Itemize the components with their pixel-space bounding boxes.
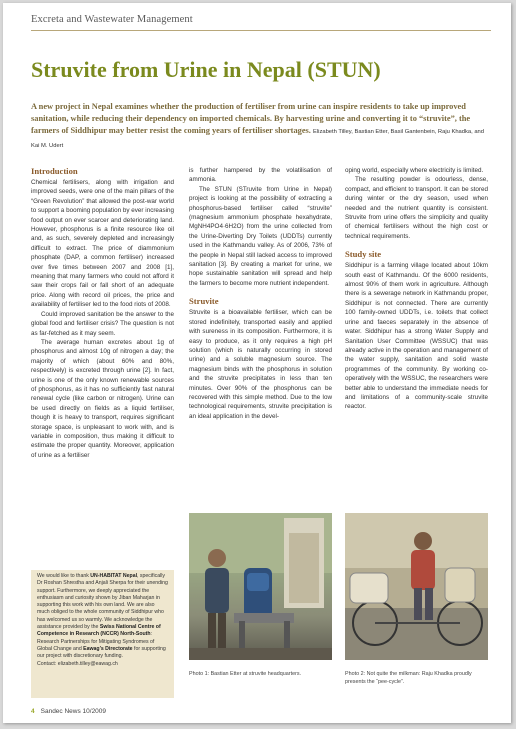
section-label: Excreta and Wastewater Management [31,14,193,25]
issue-label: Sandec News 10/2009 [40,708,107,715]
photo-struvite-headquarters [189,513,332,660]
photo-1-illustration [189,513,332,660]
header-rule [31,30,491,31]
heading-study-site: Study site [345,249,382,260]
intro-paragraph-1: Chemical fertilisers, along with irrigation and improved seeds, were one of the main pillars of the “Green Revolution” that allowed the post-war world to support a booming population by ever increasing food output on ever scarcer and deteriorating land. However, phosphorus is a finite resource like oil and, as such, severely depleted and increasingly difficult to extract. The price of diammonium phosphate (DAP, a common fertiliser) increased over five times between 2007 and 2008 [1], meaning that many farmers who could not afford it saw their crops fail or fall short of an adequate price. Along with record oil prices, the price and availability of fertiliser led to the food riots of 2008. [31,179,174,309]
col2-paragraph-1: is further hampered by the volatilisation of ammonia. [189,167,332,184]
article-title: Struvite from Urine in Nepal (STUN) [31,57,381,82]
page-footer [31,708,106,715]
ack-text: : Research Partnerships for Mitigating Syndromes of Global Change and [37,631,155,652]
ack-text: for supporting our project with discretionary funding. [37,645,166,660]
ack-org-eawag: Eawag’s Directorate [83,645,133,652]
contact-email[interactable]: Contact: elizabeth.tilley@eawag.ch [37,660,118,667]
photo-2-illustration [345,513,488,660]
page [3,3,511,723]
study-site-paragraph: Siddhipur is a farming village located about 10km south east of Kathmandu. Of the 6000 residents, almost 90% of them work in agriculture. Although there is a sewerage network in Kathmandu proper, Siddhipur is not connected. There are currently 100 family-owned UDDTs, i.e. toilets that collect urine and faeces separately in the absence of water. Siddhipur has a strong Water Supply and Sanitation User Committee (WSSUC) that was already active in the operation and management of the water supply, sanitation and solid waste programmes of the community. By working co-operatively with the WSSUC, the researchers were better able to understand the immediate needs for and limitations of a community-scale struvite reactor. [345,262,488,411]
struvite-paragraph: Struvite is a bioavailable fertiliser, which can be stored indefinitely, transported easily and applied with sureness in its composition. Furthermore, it is easy to produce, as it only requires a high pH solution (which is naturally occurring in stored urine) and a soluble magnesium source. The magnesium binds with the phosphorus in solution and the struvite precipitates in less than ten minutes. Over 90% of the phosphorus can be recovered with this simple method. Due to the low technological requirements, struvite precipitation is an ideal application in the devel- [189,309,332,420]
lead-text: A new project in Nepal examines whether the production of fertiliser from urine can inspire residents to take up improved sanitation, while reducing their dependency on imported chemicals. By harvesting urine and converting it to “struvite”, the farmers of Siddhipur may better resist the coming years of fertiliser shortages. [31,102,471,136]
acknowledgement-box [31,570,174,698]
lead-paragraph [31,101,491,152]
heading-introduction: Introduction [31,166,78,176]
ack-org-unhabitat: UN-HABITAT Nepal [90,573,138,579]
col3-paragraph-1: oping world, especially where electricity is limited. [345,167,484,174]
photo-1-caption: Photo 1: Bastian Etter at struvite headquarters. [189,671,302,677]
column-3 [345,166,488,412]
photo-pee-cycle [345,513,488,660]
intro-paragraph-3: The average human excretes about 1g of phosphorus and almost 10g of nitrogen a day; the majority of which (about 60% and 80%, respectively) is excreted through urine [2]. In fact, urine is one of the only known renewable sources of phosphorus, as it has no sufficiently fast natural renewal cycle (like carbon or nitrogen). Urine can be used directly on fields as a liquid fertiliser, though it is heavy to transport, requires significant storage space, is unpleasant to work with, and is variable in composition, thus making it difficult to estimate the proper quantity. Moreover, application of urine as a fertiliser [31,338,174,459]
column-2 [189,166,332,421]
heading-struvite: Struvite [189,296,219,307]
column-1 [31,166,174,460]
ack-text: , specifically Dr Roshan Shrestha and Anjali Sherpa for their unending support. Furthermore, we deeply appreciated the enthusiasm and curiosity shown by Jiban Maharjan in supporting this work with his own land. We are also much obliged to the whole community of Siddhipur who has welcomed us so warmly. We acknowledge the assistance provided by the [37,573,168,631]
intro-paragraph-2: Could improved sanitation be the answer to the global food and fertiliser crisis? The question is not as far-fetched as it may seem. [31,310,174,337]
photo-2-caption: Photo 2: Not quite the milkman: Raju Khadka proudly presents the “pee-cycle”. [345,671,472,685]
authors: Elizabeth Tilley, Bastian Etter, Basil Gantenbein, Raju Khadka, and Kai M. Udert [31,129,485,149]
col3-paragraph-2: The resulting powder is odourless, dense, compact, and efficient to transport. It can be stored during winter or the dry season, used when needed and the nutrient quantity is consistent. Struvite from urine offers the simplicity and quality of chemical fertilisers without the high cost or technical requirements. [345,176,488,240]
ack-text: We would like to thank [37,573,91,579]
col2-paragraph-2: The STUN (STruvite from Urine in Nepal) project is looking at the possibility of extracting a phosphorus-based fertiliser called “struvite” (magnesium ammonium phosphate hexahydrate, MgNH4PO4·6H2O) from the urine collected from the Urine-Diverting Dry Toilets (UDDTs) currently used in the Kathmandu valley. As of 2006, 73% of the people in Nepal still lacked access to improved sanitation [3]. By creating a market for urine, we hope sustainable sanitation will spread and help the farmers to become more nutrient independent. [189,185,332,287]
page-number: 4 [31,708,35,715]
ack-org-nccr: Swiss National Centre of Competence in Research (NCCR) North-South [37,624,161,638]
